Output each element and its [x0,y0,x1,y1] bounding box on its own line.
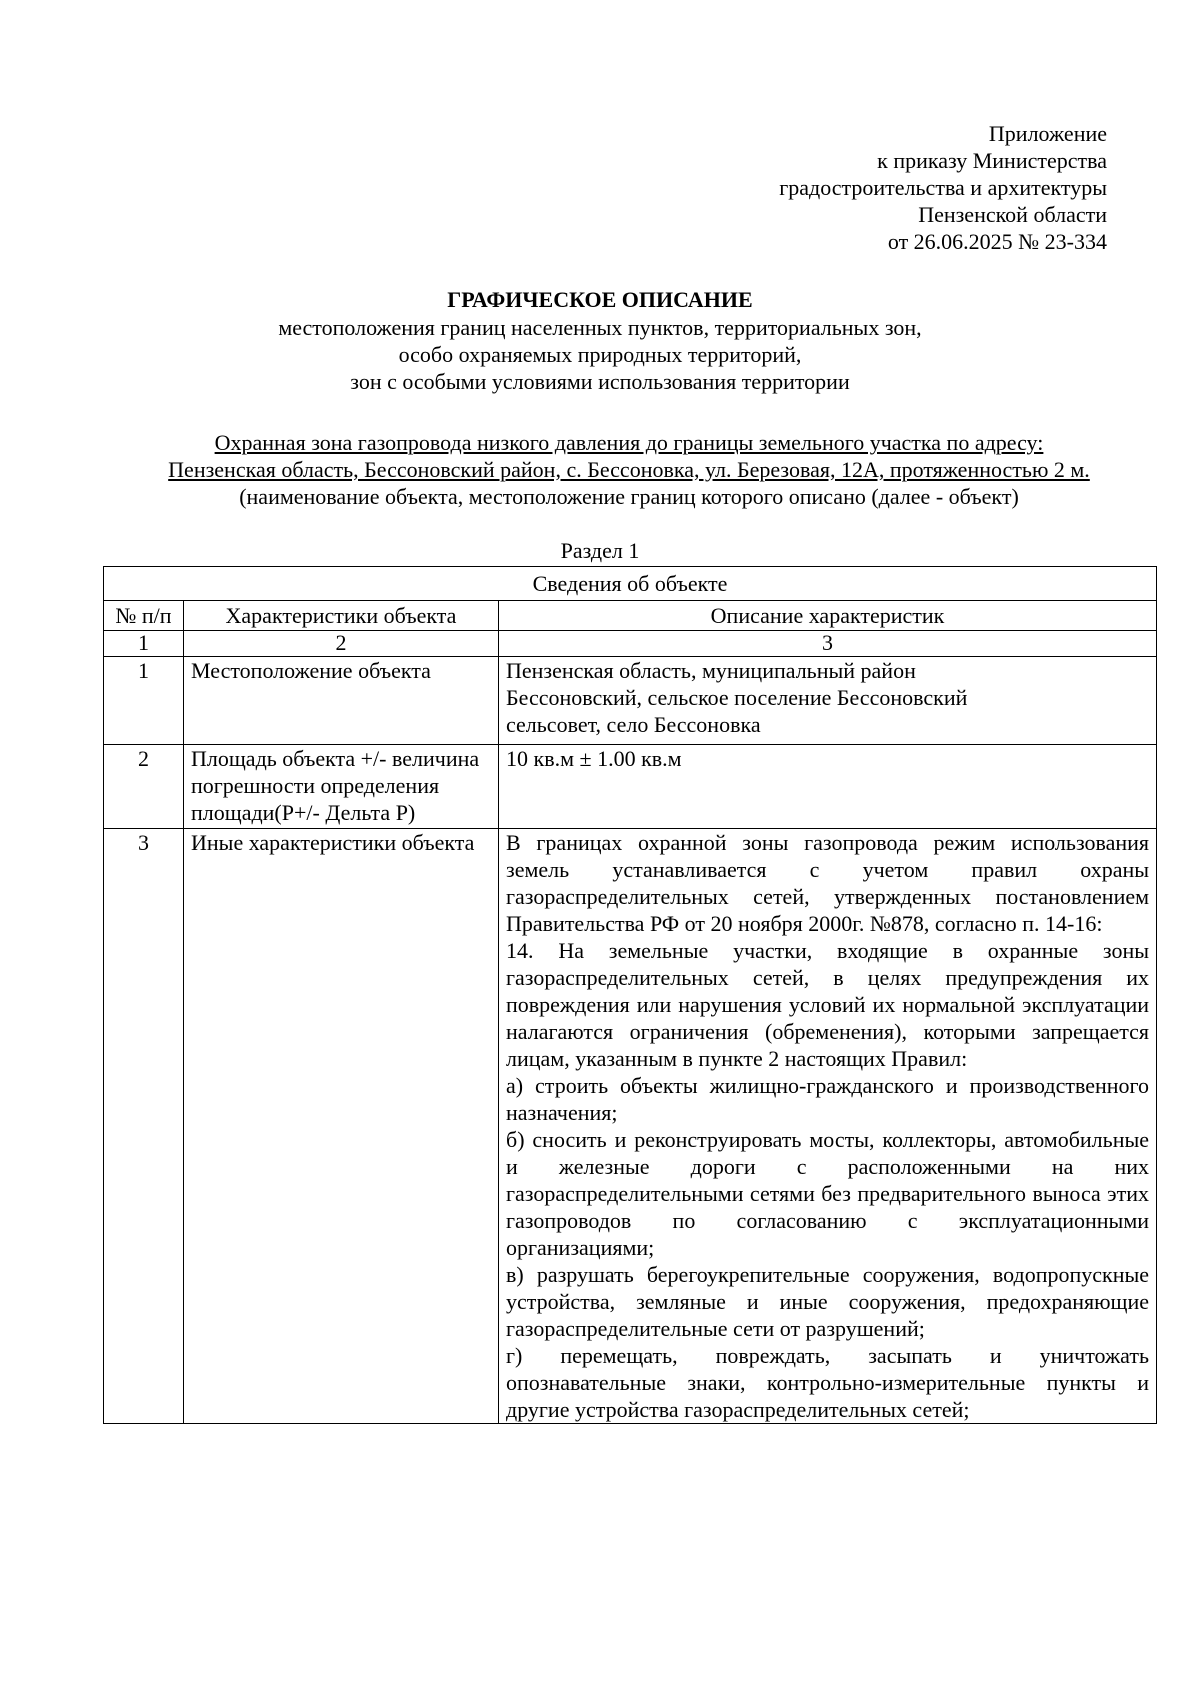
appendix-line: Приложение [988,121,1107,146]
description-paragraph: а) строить объекты жилищно-гражданского и производственного назначения; [506,1073,1150,1125]
row-characteristic: Местоположение объекта [184,657,499,745]
table-row [104,657,1157,745]
table-header-row [104,601,1157,631]
column-number: 2 [184,631,499,657]
characteristic-line: погрешности определения [191,773,440,798]
heading-block [0,286,1200,395]
table-column-numbers-row [104,631,1157,657]
table-row [104,745,1157,829]
characteristic-line: площади(Р+/- Дельта Р) [191,800,416,825]
object-name-hint: (наименование объекта, местоположение границ которого описано (далее - объект) [239,484,1019,509]
appendix-order-date: от 26.06.2025 № 23-334 [887,229,1107,254]
object-info-table [103,566,1157,1424]
row-characteristic [184,745,499,829]
description-line: Пензенская область, муниципальный район [506,658,916,683]
row-description: 10 кв.м ± 1.00 кв.м [499,745,1157,829]
appendix-block [779,120,1107,255]
row-characteristic: Иные характеристики объекта [184,829,499,1424]
document-title: ГРАФИЧЕСКОЕ ОПИСАНИЕ [447,287,753,312]
description-line: Бессоновский, сельское поселение Бессоновский [506,685,968,710]
row-description [499,829,1157,1424]
column-header-description: Описание характеристик [499,601,1157,631]
object-name-line: Охранная зона газопровода низкого давления до границы земельного участка по адресу: [214,430,1044,455]
table-row [104,829,1157,1424]
appendix-line: к приказу Министерства [877,148,1107,173]
column-number: 1 [104,631,184,657]
object-name-block [104,429,1154,510]
description-paragraph: 14. На земельные участки, входящие в охранные зоны газораспределительных сетей, в целях предупреждения их повреждения или нарушения условий их нормальной эксплуатации налагаются ограничения (обременения), которыми запрещается лицам, указанным в пункте 2 настоящих Правил: [506,938,1150,1071]
column-number: 3 [499,631,1157,657]
appendix-line: градостроительства и архитектуры [779,175,1107,200]
document-subtitle-line: особо охраняемых природных территорий, [398,342,802,367]
characteristic-line: Площадь объекта +/- величина [191,746,480,771]
description-paragraph: в) разрушать берегоукрепительные сооружения, водопропускные устройства, земляные и иные сооружения, предохраняющие газораспределительные сети от разрушений; [506,1262,1150,1341]
description-paragraph: г) перемещать, повреждать, засыпать и уничтожать опознавательные знаки, контрольно-измерительные пункты и другие устройства газораспределительных сетей; [506,1343,1150,1422]
row-number: 1 [104,657,184,745]
appendix-line: Пензенской области [918,202,1107,227]
column-header-number: № п/п [104,601,184,631]
description-paragraph: В границах охранной зоны газопровода режим использования земель устанавливается с учетом правил охраны газораспределительных сетей, утвержденных постановлением Правительства РФ от 20 ноября 2000г. №878, согласно п. 14-16: [506,830,1150,936]
table-title: Сведения об объекте [104,567,1157,601]
description-paragraph: б) сносить и реконструировать мосты, коллекторы, автомобильные и железные дороги с расположенными на них газораспределительными сетями без предварительного выноса этих газопроводов по согласованию с эксплуатационными организациями; [506,1127,1150,1260]
row-description [499,657,1157,745]
document-subtitle-line: зон с особыми условиями использования территории [350,369,850,394]
description-line: сельсовет, село Бессоновка [506,712,761,737]
document-subtitle-line: местоположения границ населенных пунктов, территориальных зон, [278,315,922,340]
row-number: 3 [104,829,184,1424]
section-label: Раздел 1 [560,538,640,563]
column-header-characteristic: Характеристики объекта [184,601,499,631]
table-title-row [104,567,1157,601]
object-address-line: Пензенская область, Бессоновский район, с. Бессоновка, ул. Березовая, 12А, протяженностью 2 м. [168,457,1090,482]
row-number: 2 [104,745,184,829]
